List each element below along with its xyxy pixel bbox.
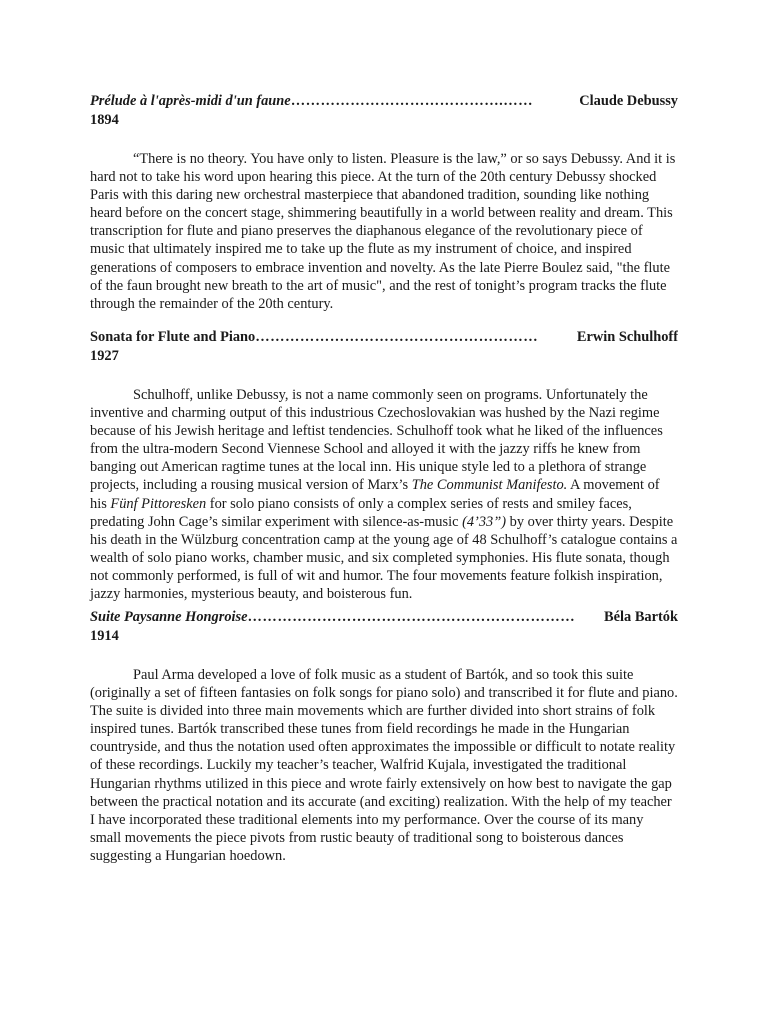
piece-heading: [90, 608, 678, 646]
piece-heading: [90, 328, 678, 366]
note-text: by over thirty years. Despite his death in the Wülzburg concentration camp at the young age of 48 Schulhoff’s catalogue contains a wealth of solo piano works, chamber music, and six completed symphonies. His flute sonata, though not commonly performed, is full of wit and humor. The four movements feature folkish inspiration, jazzy harmonies, mysterious beauty, and boisterous fun.: [90, 513, 678, 603]
leader-dots: …………………………………………………………: [247, 609, 576, 625]
program-note: Paul Arma developed a love of folk music as a student of Bartók, and so took this suite (originally a set of fifteen fantasies on folk songs for piano solo) and transcribed it for flute and piano. The suite is divided into three main movements which are further divided into short strains of folk inspired tunes. Bartók transcribed these tunes from field recordings he made in the Hungarian countryside, and thus the notation used often approximates the impossible or difficult to notate reality of these recordings. Luckily my teacher’s teacher, Walfrid Kujala, investigated the traditional Hungarian rhythms utilized in this piece and wrote fairly extensively on how best to navigate the gap between the practical notation and its accurate (and exciting) realization. With the help of my teacher I have incorporated these traditional elements into my performance. Over the course of its many small movements the piece pivots from rustic beauty of traditional song to boisterous dances suggesting a Hungarian hoedown.: [90, 667, 678, 864]
composer-name: Béla Bartók: [604, 609, 678, 625]
leader-dots: …………………………………………………: [255, 329, 539, 345]
composer-name: Erwin Schulhoff: [576, 329, 678, 345]
note-text: A movement of his: [90, 477, 660, 512]
program-note: [90, 386, 678, 603]
piece-heading: [90, 92, 678, 130]
program-entry-debussy: [90, 92, 678, 313]
leader-dots: …………………………………….……: [290, 93, 534, 109]
piece-year: 1914: [90, 628, 119, 644]
note-text: for solo piano consists of only a complex series of rests and smiley faces, predating John Cage’s similar experiment with silence-as-music: [90, 495, 632, 530]
piece-title: Suite Paysanne Hongroise: [90, 609, 248, 625]
work-title-433: (4’33”): [462, 513, 507, 530]
work-title-communist-manifesto: The Communist Manifesto.: [411, 477, 568, 494]
program-note: “There is no theory. You have only to listen. Pleasure is the law,” or so says Debussy. And it is hard not to take his word upon hearing this piece. At the turn of the 20th century Debussy shocked Paris with this daring new orchestral masterpiece that abandoned tradition, sounding like nothing heard before on the concert stage, shimmering beautifully in a world between reality and dream. This transcription for flute and piano preserves the diaphanous elegance of the revolutionary piece of music that ultimately inspired me to take up the flute as my instrument of choice, and inspired generations of composers to embrace invention and novelty. As the late Pierre Boulez said, "the flute of the faun brought new breath to the art of music", and the rest of tonight’s program tracks the flute through the remainder of the 20th century.: [90, 151, 676, 312]
note-text: Schulhoff, unlike Debussy, is not a name commonly seen on programs. Unfortunately the inventive and charming output of this industrious Czechoslovakian was hushed by the Nazi regime because of his Jewish heritage and leftist tendencies. Schulhoff took what he liked of the influences from the ultra-modern Second Viennese School and alloyed it with the jazzy riffs he knew from banging out American ragtime tunes at the local inn. His unique style led to a plethora of strange projects, including a rousing musical version of Marx’s: [90, 387, 663, 494]
piece-title: Sonata for Flute and Piano: [90, 329, 256, 345]
program-entry-bartok: [90, 608, 678, 865]
program-entry-schulhoff: [90, 328, 678, 603]
piece-title: Prélude à l'après-midi d'un faune: [90, 93, 291, 109]
composer-name: Claude Debussy: [579, 93, 678, 109]
work-title-funf-pittoresken: Fünf Pittoresken: [110, 495, 207, 512]
piece-year: 1927: [90, 348, 119, 364]
piece-year: 1894: [90, 112, 119, 128]
